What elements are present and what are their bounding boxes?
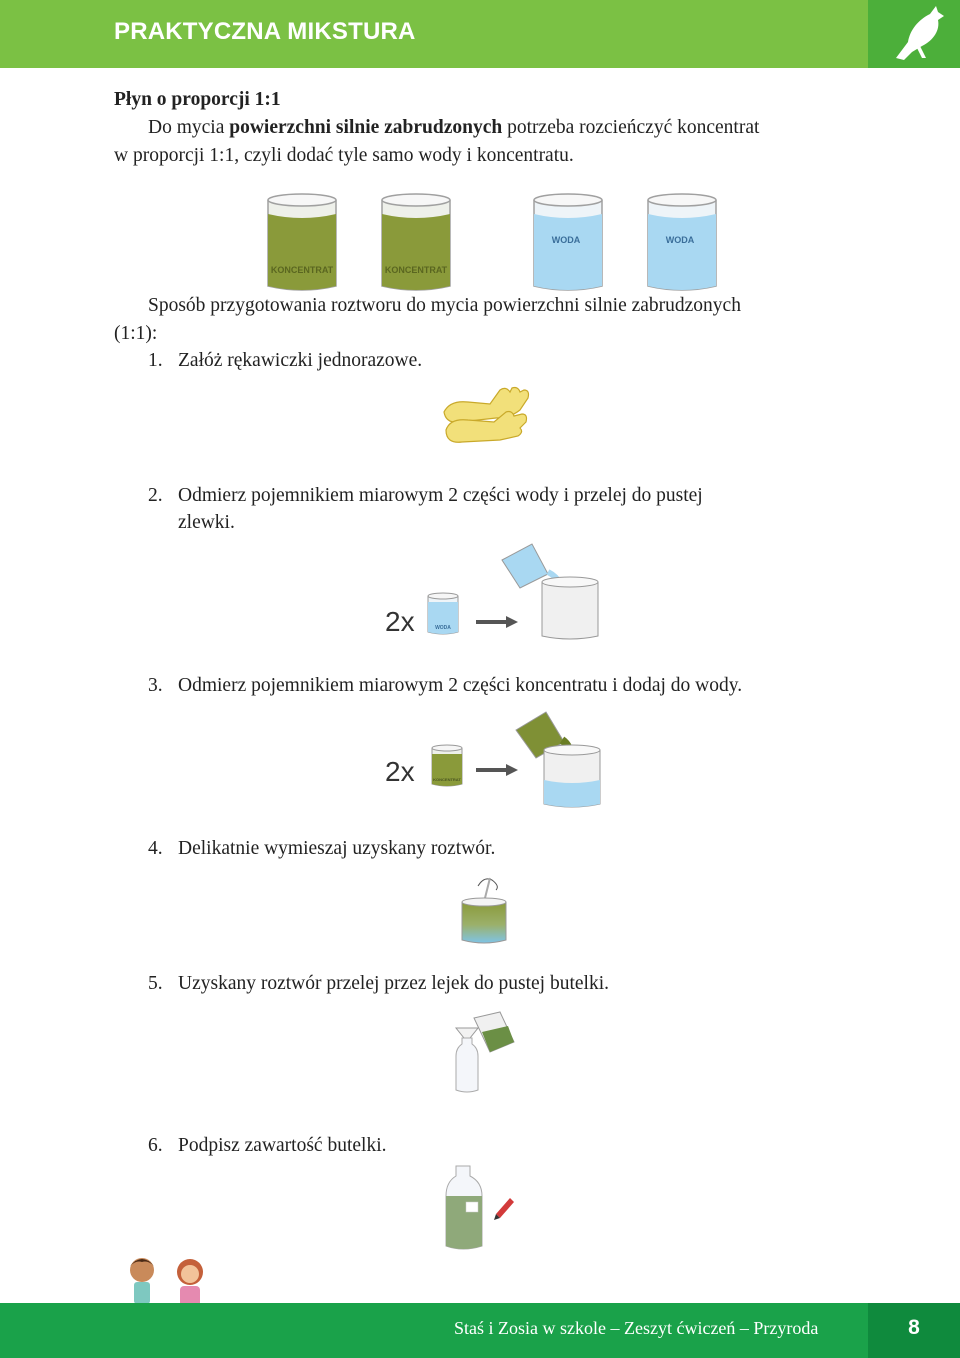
bird-icon (868, 0, 960, 68)
jar-label-water-1: WODA (551, 235, 581, 245)
jar-label-concentrate-1: KONCENTRAT (270, 265, 334, 275)
jar-label-water-2: WODA (665, 235, 695, 245)
step-number: 3. (148, 675, 163, 696)
intro-text-end: potrzeba rozcieńczyć koncentrat (502, 117, 760, 138)
pour-concentrate-illustration (428, 708, 608, 812)
footer-book-title: Staś i Zosia w szkole – Zeszyt ćwiczeń – Przyroda (454, 1318, 819, 1338)
step-number: 6. (148, 1135, 163, 1156)
bottle-icon (456, 1038, 478, 1092)
jar-water-1 (534, 194, 602, 290)
funnel-bottle-illustration (448, 1008, 520, 1096)
step-text: Delikatnie wymieszaj uzyskany roztwór. (178, 838, 496, 859)
tilted-cup-mixture (474, 1012, 514, 1052)
stirring-beaker-illustration (458, 872, 510, 946)
beaker-mixture (544, 745, 600, 807)
beaker-water (542, 577, 598, 639)
step-1 (148, 347, 422, 374)
bird-logo (868, 0, 960, 68)
method-line-2: (1:1): (114, 323, 158, 344)
step-2 (148, 482, 848, 536)
cup-label-water: WODA (435, 625, 451, 631)
step-number: 2. (148, 485, 163, 506)
step-text: Odmierz pojemnikiem miarowym 2 części koncentratu i dodaj do wody. (178, 675, 743, 696)
intro-line-1 (148, 114, 759, 142)
step-3 (148, 672, 742, 699)
measuring-cup-water (428, 593, 458, 634)
labelled-bottle-illustration (440, 1162, 520, 1256)
funnel-icon (456, 1028, 478, 1038)
gloves-icon (440, 382, 532, 448)
section-heading: Płyn o proporcji 1:1 (114, 89, 281, 110)
cup-label-concentrate: KONCENTRAT (433, 777, 461, 782)
step-6 (148, 1132, 387, 1159)
intro-bold: powierzchni silnie zabrudzonych (229, 117, 503, 138)
step-number: 1. (148, 350, 163, 371)
jar-water-2 (648, 194, 716, 290)
step-text: Uzyskany roztwór przelej przez lejek do pustej butelki. (178, 973, 610, 994)
step-4 (148, 835, 495, 862)
jar-concentrate-2 (382, 194, 450, 290)
bottle-label (466, 1202, 478, 1212)
arrow-right-icon (476, 616, 518, 628)
step-text: Odmierz pojemnikiem miarowym 2 części wody i przelej do pustej (178, 485, 703, 506)
marker-icon (496, 1198, 514, 1218)
jar-label-concentrate-2: KONCENTRAT (384, 265, 448, 275)
method-line-1: Sposób przygotowania roztworu do mycia powierzchni silnie zabrudzonych (148, 295, 741, 316)
multiplier-concentrate: 2x (385, 756, 415, 787)
multiplier-water: 2x (385, 606, 415, 637)
page-title: PRAKTYCZNA MIKSTURA (114, 18, 416, 45)
step-number: 5. (148, 973, 163, 994)
step-number: 4. (148, 838, 163, 859)
step-text: Załóż rękawiczki jednorazowe. (178, 350, 423, 371)
pour-water-illustration (424, 540, 604, 644)
jars-illustration (262, 186, 722, 296)
intro-line-2: w proporcji 1:1, czyli dodać tyle samo wody i koncentratu. (114, 145, 574, 166)
step-5 (148, 970, 609, 997)
step-text: Podpisz zawartość butelki. (178, 1135, 387, 1156)
intro-text: Do mycia (148, 117, 230, 138)
page-number: 8 (908, 1316, 920, 1339)
step-text-continued: zlewki. (178, 512, 235, 533)
measuring-cup-concentrate (432, 745, 462, 786)
arrow-right-icon (476, 764, 518, 776)
jar-concentrate-1 (268, 194, 336, 290)
